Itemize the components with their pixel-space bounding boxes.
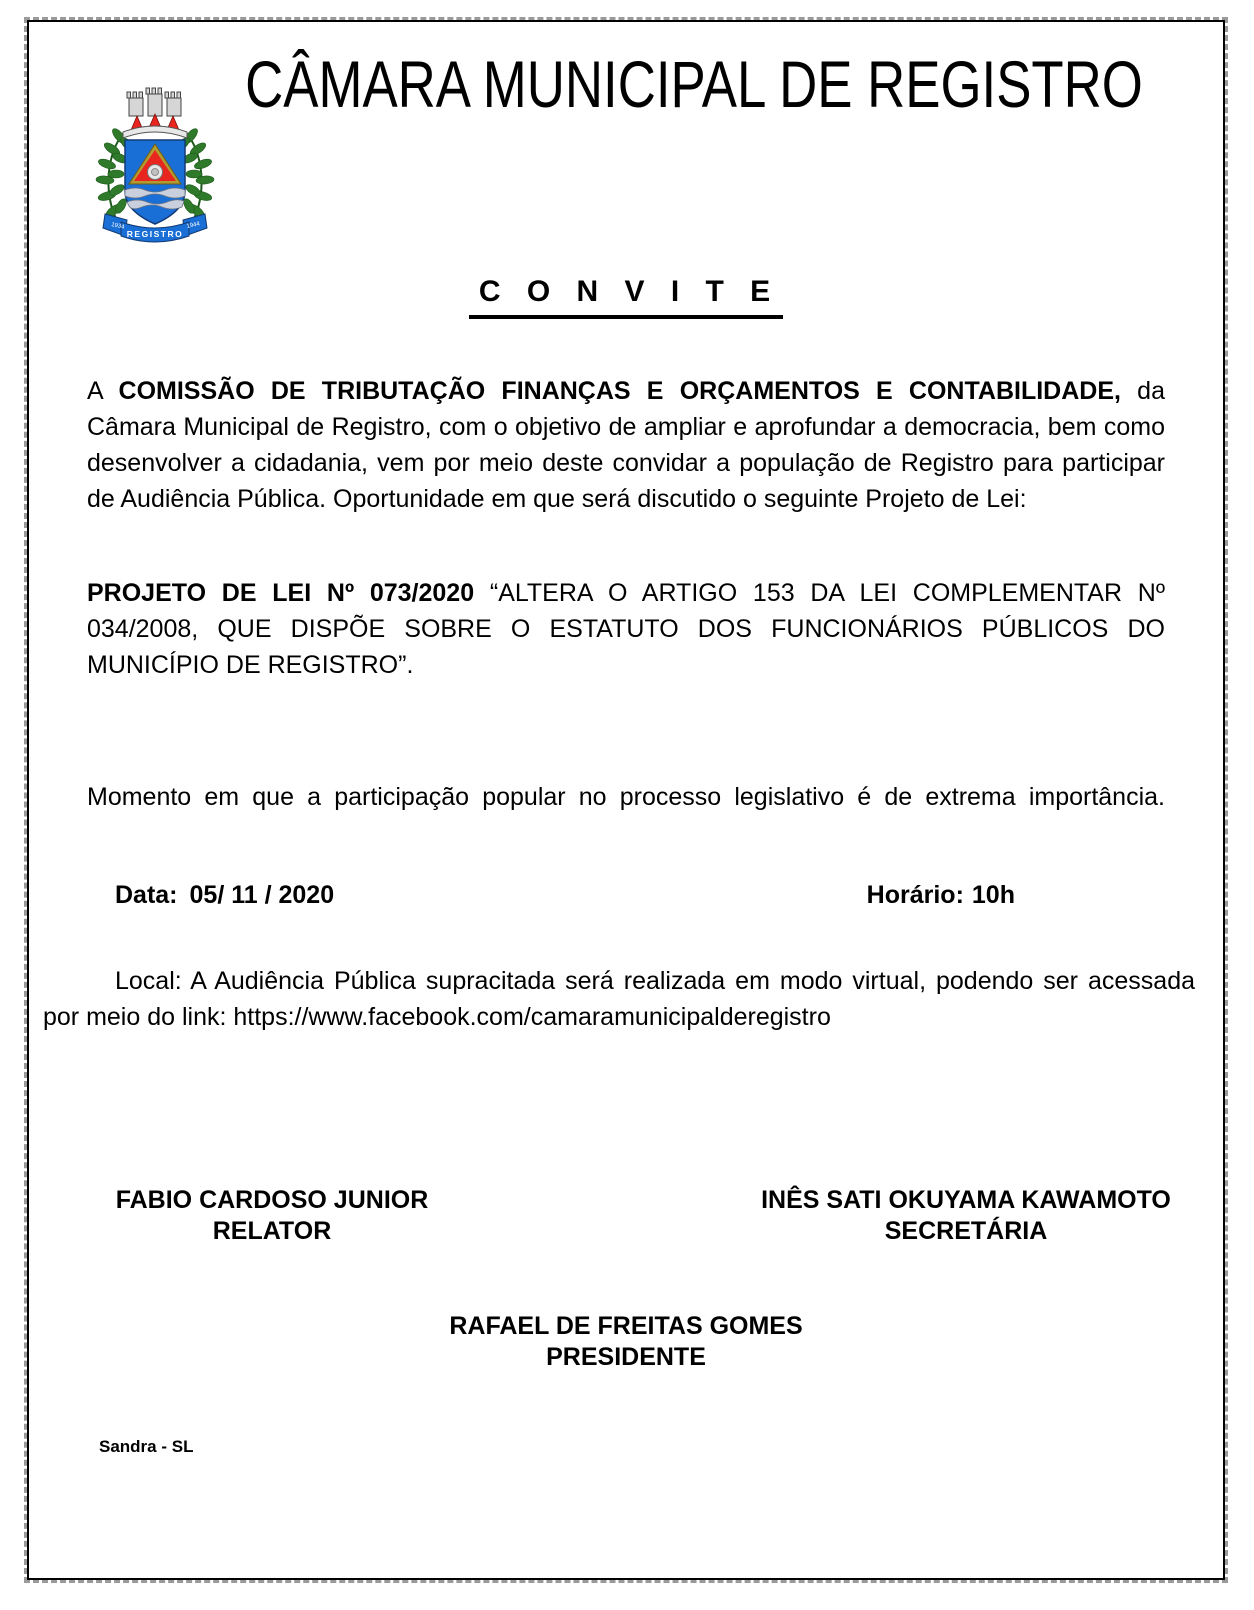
relator-name: FABIO CARDOSO JUNIOR — [115, 1186, 429, 1214]
presidente-name: RAFAEL DE FREITAS GOMES — [449, 1312, 803, 1340]
date-value: 05/ 11 / 2020 — [189, 881, 335, 909]
logo-ribbon-text: REGISTRO — [126, 229, 184, 239]
logo-year-left: 1934 — [110, 222, 125, 231]
intro-paragraph — [87, 373, 1165, 517]
typist-initials: Sandra - SL — [99, 1437, 194, 1456]
date-field — [115, 877, 334, 913]
document-header — [87, 47, 1165, 246]
facebook-link-text: https://www.facebook.com/camaramunicipalderegistro — [233, 1003, 831, 1031]
header-title-area — [223, 47, 1165, 220]
registro-coat-of-arms-icon — [87, 86, 223, 246]
page-content — [27, 20, 1225, 1580]
secretaria-role: SECRETÁRIA — [884, 1217, 1048, 1245]
logo-year-right: 1944 — [186, 221, 201, 230]
date-label: Data: — [115, 881, 178, 909]
signature-presidente — [87, 1311, 1165, 1373]
relator-role: RELATOR — [212, 1217, 332, 1245]
schedule-row — [87, 877, 1165, 913]
projeto-body-text: “ALTERA O ARTIGO 153 DA LEI COMPLEMENTAR Nº 034/2008, QUE DISPÕE SOBRE O ESTATUTO DOS FUNCIONÁRIOS PÚBLICOS DO MUNICÍPIO DE REGISTRO”. — [87, 579, 1165, 679]
projeto-paragraph — [87, 575, 1165, 683]
commission-name: COMISSÃO DE TRIBUTAÇÃO FINANÇAS E ORÇAMENTOS E CONTABILIDADE, — [118, 377, 1121, 405]
momento-paragraph: Momento em que a participação popular no processo legislativo é de extrema importância. — [87, 783, 1165, 811]
local-paragraph — [43, 963, 1195, 1035]
secretaria-name: INÊS SATI OKUYAMA KAWAMOTO — [761, 1186, 1171, 1214]
signature-row — [87, 1185, 1171, 1247]
projeto-number: PROJETO DE LEI Nº 073/2020 — [87, 579, 475, 607]
local-text: Local: A Audiência Pública supracitada será realizada em modo virtual, podendo ser acessada por meio do link: — [43, 967, 1195, 1031]
time-label: Horário: — [866, 881, 964, 909]
intro-body-text: da Câmara Municipal de Registro, com o objetivo de ampliar e aprofundar a democracia, bem como desenvolver a cidadania, vem por meio deste convidar a população de Registro para participar de Audiência Pública. Oportunidade em que será discutido o seguinte Projeto de Lei: — [87, 377, 1165, 513]
institution-title: CÂMARA MUNICIPAL DE REGISTRO — [245, 47, 1143, 121]
presidente-role: PRESIDENTE — [546, 1343, 706, 1371]
intro-lead-plain: A — [87, 377, 119, 405]
convite-heading: C O N V I T E — [469, 274, 783, 319]
time-value: 10h — [971, 881, 1015, 909]
signature-relator — [87, 1185, 457, 1247]
time-field — [867, 877, 1015, 913]
convite-heading-row — [87, 274, 1165, 319]
signature-secretaria — [741, 1185, 1191, 1247]
